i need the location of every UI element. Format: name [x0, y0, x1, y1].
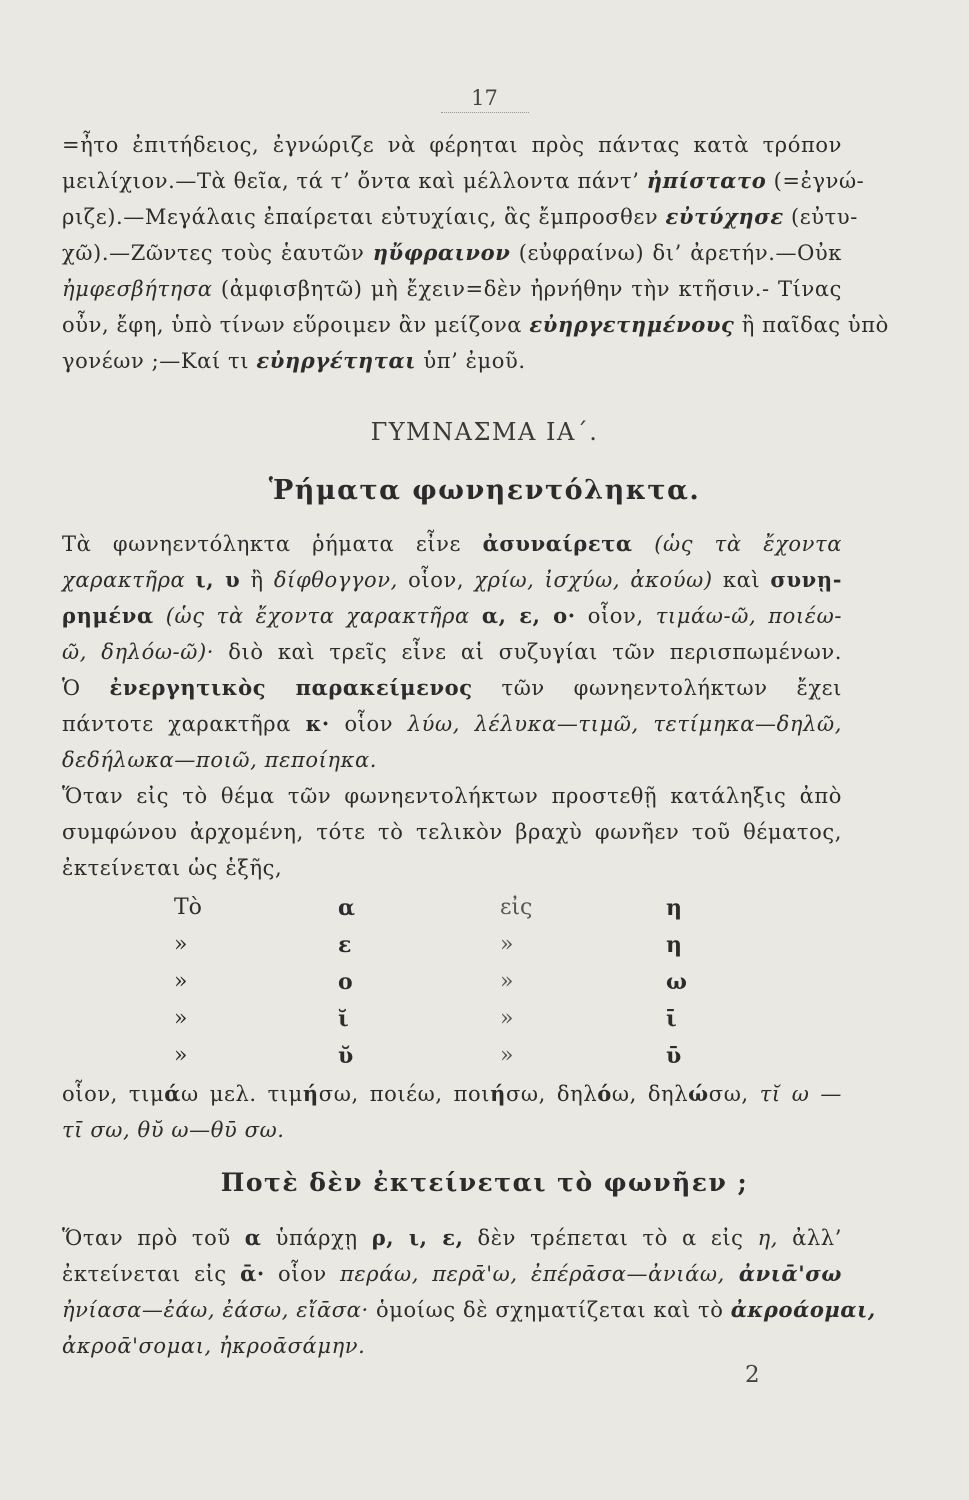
text-run: συνῃ- [770, 567, 843, 592]
text-run: πάντοτε χαρακτῆρα [62, 712, 306, 736]
table-row-into: » [500, 1006, 514, 1031]
short-vowel: ο [338, 969, 353, 995]
text-run: ἢ [240, 568, 274, 592]
long-vowel: ω [666, 969, 687, 995]
text-run: ἐκτείνεται εἰς [62, 1262, 241, 1286]
text-run: οἷον, [397, 568, 475, 592]
table-row-into: » [500, 1043, 514, 1068]
paragraph-lengthening-examples [62, 1076, 842, 1148]
text-run: οὖν, ἔφη, ὑπὸ τίνων εὕροιμεν ἂν μείζονα [62, 313, 530, 337]
text-run: α, ε, ο· [481, 603, 576, 628]
text-line [62, 307, 889, 343]
long-vowel: ῑ [666, 1006, 677, 1032]
text-run: ὁμοίως δὲ σχηματίζεται καὶ τὸ [368, 1298, 731, 1322]
text-run: ἐνεργητικὸς παρακείμενος [109, 675, 473, 700]
text-line [62, 850, 842, 886]
text-run: εὐτύχησε [665, 204, 784, 229]
text-run: οἷον [329, 712, 408, 736]
table-row [62, 969, 842, 1005]
text-run: τιμάω-ῶ, ποιέω- [655, 604, 843, 628]
text-run: διὸ καὶ τρεῖς εἶνε αἱ συζυγίαι τῶν περισπωμένων. [214, 640, 842, 664]
text-run: ἀκροάομαι, [730, 1297, 876, 1322]
short-vowel: ε [338, 932, 352, 958]
text-run: ρημένα [62, 603, 154, 628]
section-subtitle: Ῥήματα φωνηεντόληκτα. [268, 475, 701, 506]
text-run: =ἦτο ἐπιτήδειος, ἐγνώριζε νὰ φέρηται πρὸς πάντας κατὰ τρόπον [62, 133, 842, 157]
text-line [62, 1112, 842, 1148]
table-row [62, 895, 842, 931]
text-run: Ὁ [62, 676, 110, 700]
page-number-rule [441, 112, 529, 113]
text-run: ή [490, 1081, 506, 1106]
text-run: χαρακτῆρα [62, 568, 196, 592]
text-run: χρίω, ἰσχύω, ἀκούω) [474, 568, 713, 592]
table-row-prefix: » [174, 932, 188, 957]
table-row [62, 1043, 842, 1079]
text-run: Τὰ φωνηεντόληκτα ῥήματα εἶνε [62, 532, 483, 556]
text-line [62, 199, 858, 235]
paragraph-examples [62, 127, 889, 379]
text-run: (εὐτυ- [783, 205, 858, 229]
text-run: οἷον [264, 1262, 340, 1286]
text-run: σω, [708, 1082, 760, 1106]
text-line [62, 526, 842, 562]
text-run: (εὐφραίνω) δι’ ἀρετήν.—Οὐκ [510, 241, 842, 265]
text-line [62, 343, 842, 379]
text-line [62, 1076, 842, 1112]
text-run: ῶ, δηλόω-ῶ)· [62, 640, 215, 664]
text-run: (ὡς τὰ ἔχοντα [632, 532, 842, 556]
text-run: (ἀμφισβητῶ) μὴ ἔχειν=δὲν ἠρνήθην τὴν κτῆσιν.- Τίνας [212, 277, 842, 301]
text-run: ἠπίστατο [646, 168, 767, 193]
short-vowel: ῠ [338, 1043, 354, 1069]
table-row-prefix: Τὸ [174, 895, 202, 920]
long-vowel: ῡ [666, 1043, 682, 1069]
text-run: ριζε).—Μεγάλαις ἐπαίρεται εὐτυχίαις, ἃς ἔμπροσθεν [62, 205, 666, 229]
text-run: ηὔφραινον [372, 240, 511, 265]
text-line [62, 706, 842, 742]
text-line [62, 670, 842, 706]
text-line [62, 634, 842, 670]
text-line [62, 1256, 842, 1292]
text-run: Ὅταν πρὸ τοῦ [62, 1226, 245, 1250]
text-line [62, 1220, 842, 1256]
text-run: ἀλλ’ [778, 1226, 842, 1250]
text-run: ώ [688, 1081, 709, 1106]
long-vowel: η [666, 895, 682, 921]
text-run: κ· [305, 711, 330, 736]
text-run: η, [757, 1226, 779, 1250]
text-run: ω, δηλ [611, 1082, 689, 1106]
table-row-prefix: » [174, 1043, 188, 1068]
table-row-into: εἰς [500, 895, 533, 920]
text-run: (=ἐγνώ- [766, 169, 865, 193]
text-run: σω, δηλ [505, 1082, 598, 1106]
short-vowel: ῐ [338, 1006, 349, 1032]
paragraph-verb-rules [62, 526, 842, 886]
text-line [62, 598, 842, 634]
text-run: τῐ ω — [759, 1082, 843, 1106]
text-line [62, 1292, 876, 1328]
text-line [62, 235, 842, 271]
short-vowel: α [338, 895, 355, 921]
text-run: ἀσυναίρετα [482, 531, 633, 556]
text-run: συμφώνου ἀρχομένη, τότε τὸ τελικὸν βραχὺ φωνῆεν τοῦ θέματος, [62, 820, 842, 844]
text-run: σω, ποιέω, ποι [318, 1082, 491, 1106]
text-run: Ὅταν εἰς τὸ θέμα τῶν φωνηεντολήκτων προστεθῇ κατάληξις ἀπὸ [62, 784, 842, 808]
text-run: περάω, περᾱ'ω, ἐπέρᾱσα—ἀνιάω, [340, 1262, 725, 1286]
text-line [62, 742, 842, 778]
text-run: δεδήλωκα—ποιῶ, πεποίηκα. [62, 748, 378, 772]
table-row [62, 932, 842, 968]
text-line [62, 1328, 842, 1364]
signature-mark: 2 [745, 1362, 760, 1388]
text-run: ή [302, 1081, 319, 1106]
text-run: ω μελ. τιμ [181, 1082, 303, 1106]
text-run: α [244, 1225, 262, 1250]
text-run: ἠνίασα—ἐάω, ἐάσω, εἴᾱσα· [62, 1298, 369, 1322]
table-row [62, 1006, 842, 1042]
section-title: ΓΥΜΝΑΣΜΑ ΙΑ΄. [370, 418, 599, 446]
text-line [62, 271, 842, 307]
text-line [62, 778, 842, 814]
text-run: (ὡς τὰ ἔχοντα χαρακτῆρα [153, 604, 482, 628]
text-line [62, 814, 842, 850]
text-run: ἀνιᾱ'σω [724, 1261, 842, 1286]
text-run: ἠμφεσβήτησα [62, 277, 213, 301]
text-run: ᾱ· [240, 1261, 265, 1286]
text-run: εὐηργέτηται [256, 348, 417, 373]
page-number: 17 [0, 86, 969, 113]
paragraph-exceptions [62, 1220, 876, 1364]
text-run: ἀκροᾱ'σομαι, ἠκροᾱσάμην. [62, 1334, 366, 1358]
text-run: καὶ [712, 568, 771, 592]
text-run: ι, υ [195, 567, 241, 592]
text-run: γονέων ;—Καί τι [62, 349, 257, 373]
text-run: ό [597, 1081, 612, 1106]
table-row-into: » [500, 969, 514, 994]
text-run: ά [164, 1081, 182, 1106]
text-run: ὑπ’ ἐμοῦ. [416, 349, 526, 373]
long-vowel: η [666, 932, 682, 958]
text-run: δὲν τρέπεται τὸ α εἰς [463, 1226, 758, 1250]
text-run: χῶ).—Ζῶντες τοὺς ἑαυτῶν [62, 241, 373, 265]
text-run: ἢ παῖδας ὑπὸ [734, 313, 889, 337]
text-run: ρ, ι, ε, [371, 1225, 464, 1250]
text-run: ἐκτείνεται ὡς ἑξῆς, [62, 856, 283, 880]
text-run: μειλίχιον.—Τὰ θεῖα, τά τ’ ὄντα καὶ μέλλοντα πάντ’ [62, 169, 647, 193]
table-row-into: » [500, 932, 514, 957]
text-line [62, 562, 842, 598]
text-run: οἷον, [575, 604, 656, 628]
text-run: δίφθογγον, [273, 568, 398, 592]
text-run: τῶν φωνηεντολήκτων ἔχει [472, 676, 842, 700]
text-run: τῑ σω, θῠ ω—θῡ σω. [62, 1118, 285, 1142]
question-heading: Ποτὲ δὲν ἐκτείνεται τὸ φωνῆεν ; [220, 1168, 749, 1197]
text-run: οἷον, τιμ [62, 1082, 165, 1106]
text-line [62, 127, 842, 163]
text-run: ὑπάρχῃ [261, 1226, 372, 1250]
text-run: λύω, λέλυκα—τιμῶ, τετίμηκα—δηλῶ, [407, 712, 842, 736]
text-line [62, 163, 865, 199]
table-row-prefix: » [174, 969, 188, 994]
table-row-prefix: » [174, 1006, 188, 1031]
text-run: εὐηργετημένους [529, 312, 735, 337]
